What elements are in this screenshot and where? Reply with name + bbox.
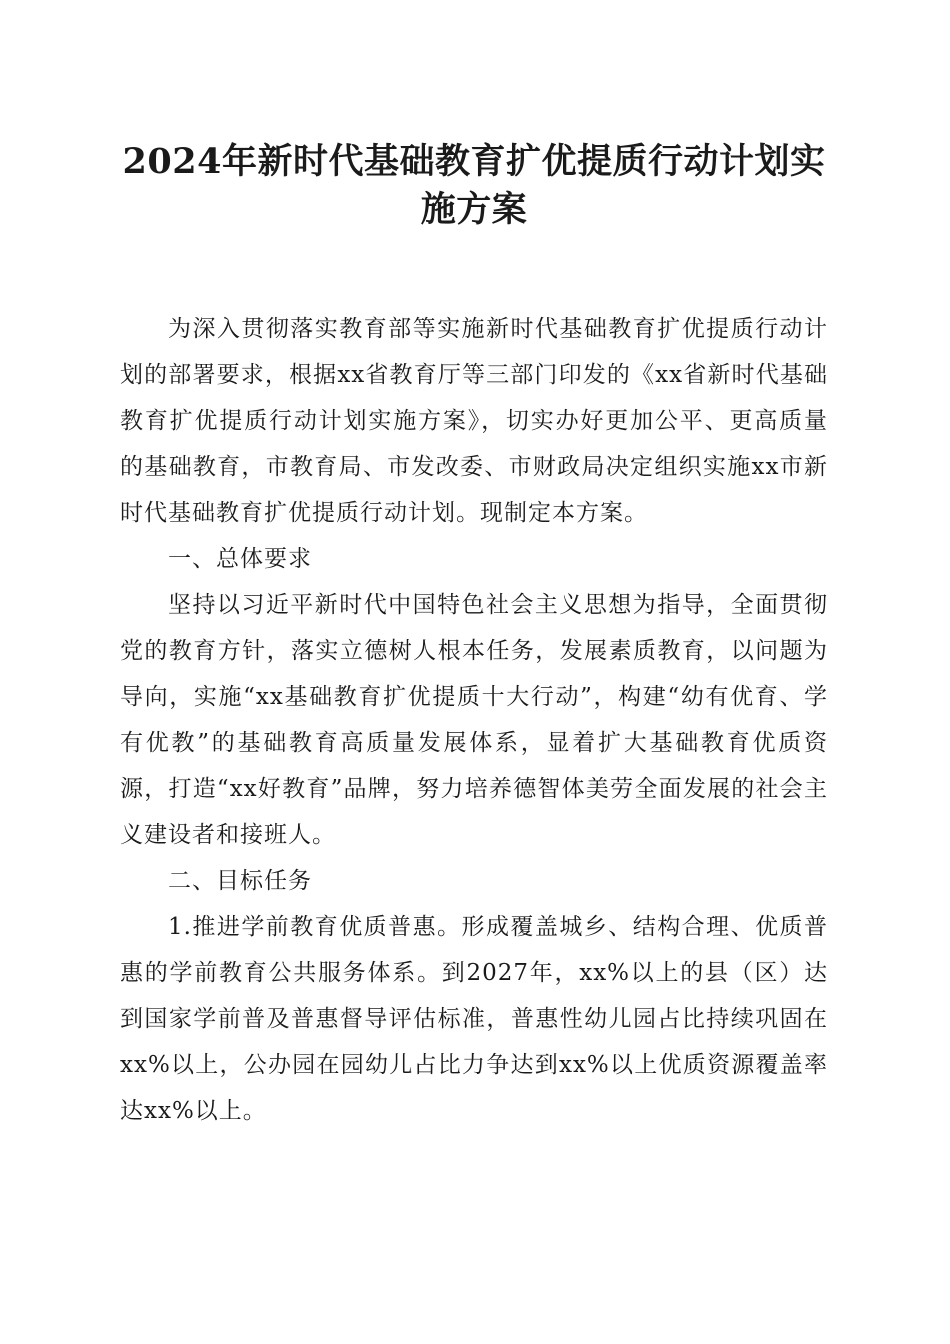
intro-paragraph: 为深入贯彻落实教育部等实施新时代基础教育扩优提质行动计划的部署要求，根据xx省教育厅等三部门印发的《xx省新时代基础教育扩优提质行动计划实施方案》，切实办好更加公平、更高质量的基础教育，市教育局、市发改委、市财政局决定组织实施xx市新时代基础教育扩优提质行动计划。现制定本方案。 [120, 316, 828, 526]
document-page [120, 138, 828, 1134]
section-2-heading: 二、目标任务 [168, 868, 312, 894]
document-title [120, 138, 828, 234]
section-1-heading: 一、总体要求 [168, 546, 312, 572]
section-2-item-1: 1.推进学前教育优质普惠。形成覆盖城乡、结构合理、优质普惠的学前教育公共服务体系。到2027年，xx%以上的县（区）达到国家学前普及普惠督导评估标准，普惠性幼儿园占比持续巩固在xx%以上，公办园在园幼儿占比力争达到xx%以上优质资源覆盖率达xx%以上。 [120, 914, 828, 1124]
section-1-paragraph: 坚持以习近平新时代中国特色社会主义思想为指导，全面贯彻党的教育方针，落实立德树人根本任务，发展素质教育，以问题为导向，实施“xx基础教育扩优提质十大行动”，构建“幼有优育、学有优教”的基础教育高质量发展体系，显着扩大基础教育优质资源，打造“xx好教育”品牌，努力培养德智体美劳全面发展的社会主义建设者和接班人。 [120, 592, 828, 848]
title-line-2: 施方案 [420, 189, 528, 230]
title-line-1: 2024年新时代基础教育扩优提质行动计划实 [122, 141, 826, 182]
